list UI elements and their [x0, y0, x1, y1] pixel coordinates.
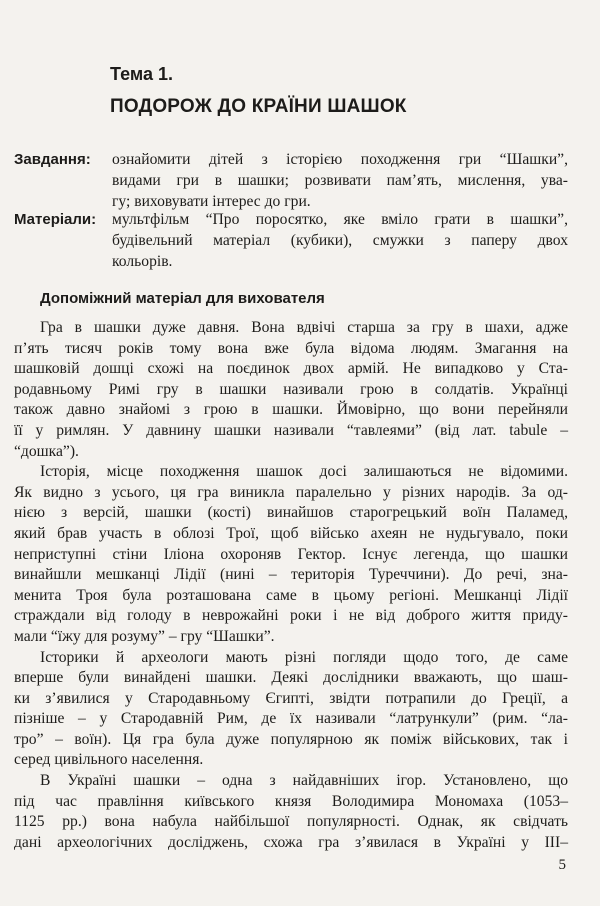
body-line: винайшли мешканці Лідії (нині – територія Туреччини). До речі, зна-	[14, 566, 568, 584]
tasks-line: ознайомити дітей з історією походження гри “Шашки”,	[112, 151, 568, 168]
body-line: її у римлян. У давнину шашки називали “тавлеями” (від лат. tabule –	[14, 421, 568, 439]
topic-number: Тема 1.	[110, 64, 173, 84]
body-line: тро” – воїн). Ця гра була дуже популярною як поміж військових, так і	[14, 730, 568, 748]
body-line: “дошка”).	[14, 442, 79, 460]
body-line: ки з’явилися у Стародавньому Єгипті, звідти потрапили до Греції, а	[14, 689, 568, 707]
body-line: який брав участь в облозі Трої, щоб військо ахеян не нудьгувало, поки	[14, 524, 568, 542]
body-line: нією з версій, шашки (кості) винайшов старогрецький воїн Паламед,	[14, 504, 568, 522]
tasks-line: видами гри в шашки; розвивати пам’ять, мислення, ува-	[112, 172, 568, 189]
body-line: Історики й археологи мають різні погляди щодо того, де саме	[40, 648, 568, 666]
tasks-line: гу; виховувати інтерес до гри.	[112, 193, 311, 210]
body-line: родавньому Римі гру в шашки називали грою в солдатів. Українці	[14, 380, 568, 398]
body-line: пізніше – у Стародавній Рим, де їх називали “латрункули” (рим. “ла-	[14, 710, 568, 728]
materials-line: мультфільм “Про поросятко, яке вміло грати в шашки”,	[112, 211, 568, 228]
body-line: серед цивільного населення.	[14, 751, 204, 769]
body-line: під час правління київського князя Володимира Мономаха (1053–	[14, 792, 568, 810]
aux-heading: Допоміжний матеріал для вихователя	[40, 290, 325, 307]
page-number: 5	[558, 857, 566, 873]
body-text	[14, 318, 568, 853]
materials-line: будівельний матеріал (кубики), смужки з паперу двох	[112, 232, 568, 249]
topic-title: ПОДОРОЖ ДО КРАЇНИ ШАШОК	[110, 96, 407, 117]
tasks-label: Завдання:	[14, 151, 91, 168]
body-line: шашковій дошці схожі на поєдинок двох армій. Не випадково у Ста-	[14, 360, 568, 378]
body-line: 1125 рр.) вона набула найбільшої популярності. Однак, як свідчать	[14, 813, 568, 831]
body-line: менита Троя була розташована саме в цьому регіоні. Мешканці Лідії	[14, 586, 568, 604]
body-line: також давно знайомі з грою в шашки. Ймовірно, що вони перейняли	[14, 401, 568, 419]
body-line: Гра в шашки дуже давня. Вона вдвічі старша за гру в шахи, адже	[40, 319, 568, 336]
materials-line: кольорів.	[112, 253, 173, 270]
body-line: дані археологічних досліджень, схожа гра з’явилася в Україні у ІІІ–	[14, 833, 568, 851]
body-line: страждали від голоду в неврожайні роки і не від доброго життя приду-	[14, 607, 568, 625]
materials-label: Матеріали:	[14, 211, 97, 228]
body-line: мали “їжу для розуму” – гру “Шашки”.	[14, 627, 275, 645]
body-line: п’ять тисяч років тому вона вже була відома людям. Змагання на	[14, 339, 568, 357]
body-line: неприступні стіни Іліона охороняв Гектор. Існує легенда, що шашки	[14, 545, 568, 563]
body-line: вперше були винайдені шашки. Деякі дослідники вважають, що шаш-	[14, 669, 568, 687]
body-line: В Україні шашки – одна з найдавніших ігор. Установлено, що	[40, 772, 568, 790]
body-line: Як видно з усього, ця гра виникла паралельно у різних народів. За од-	[14, 483, 568, 501]
body-line: Історія, місце походження шашок досі залишаються не відомими.	[40, 463, 568, 481]
